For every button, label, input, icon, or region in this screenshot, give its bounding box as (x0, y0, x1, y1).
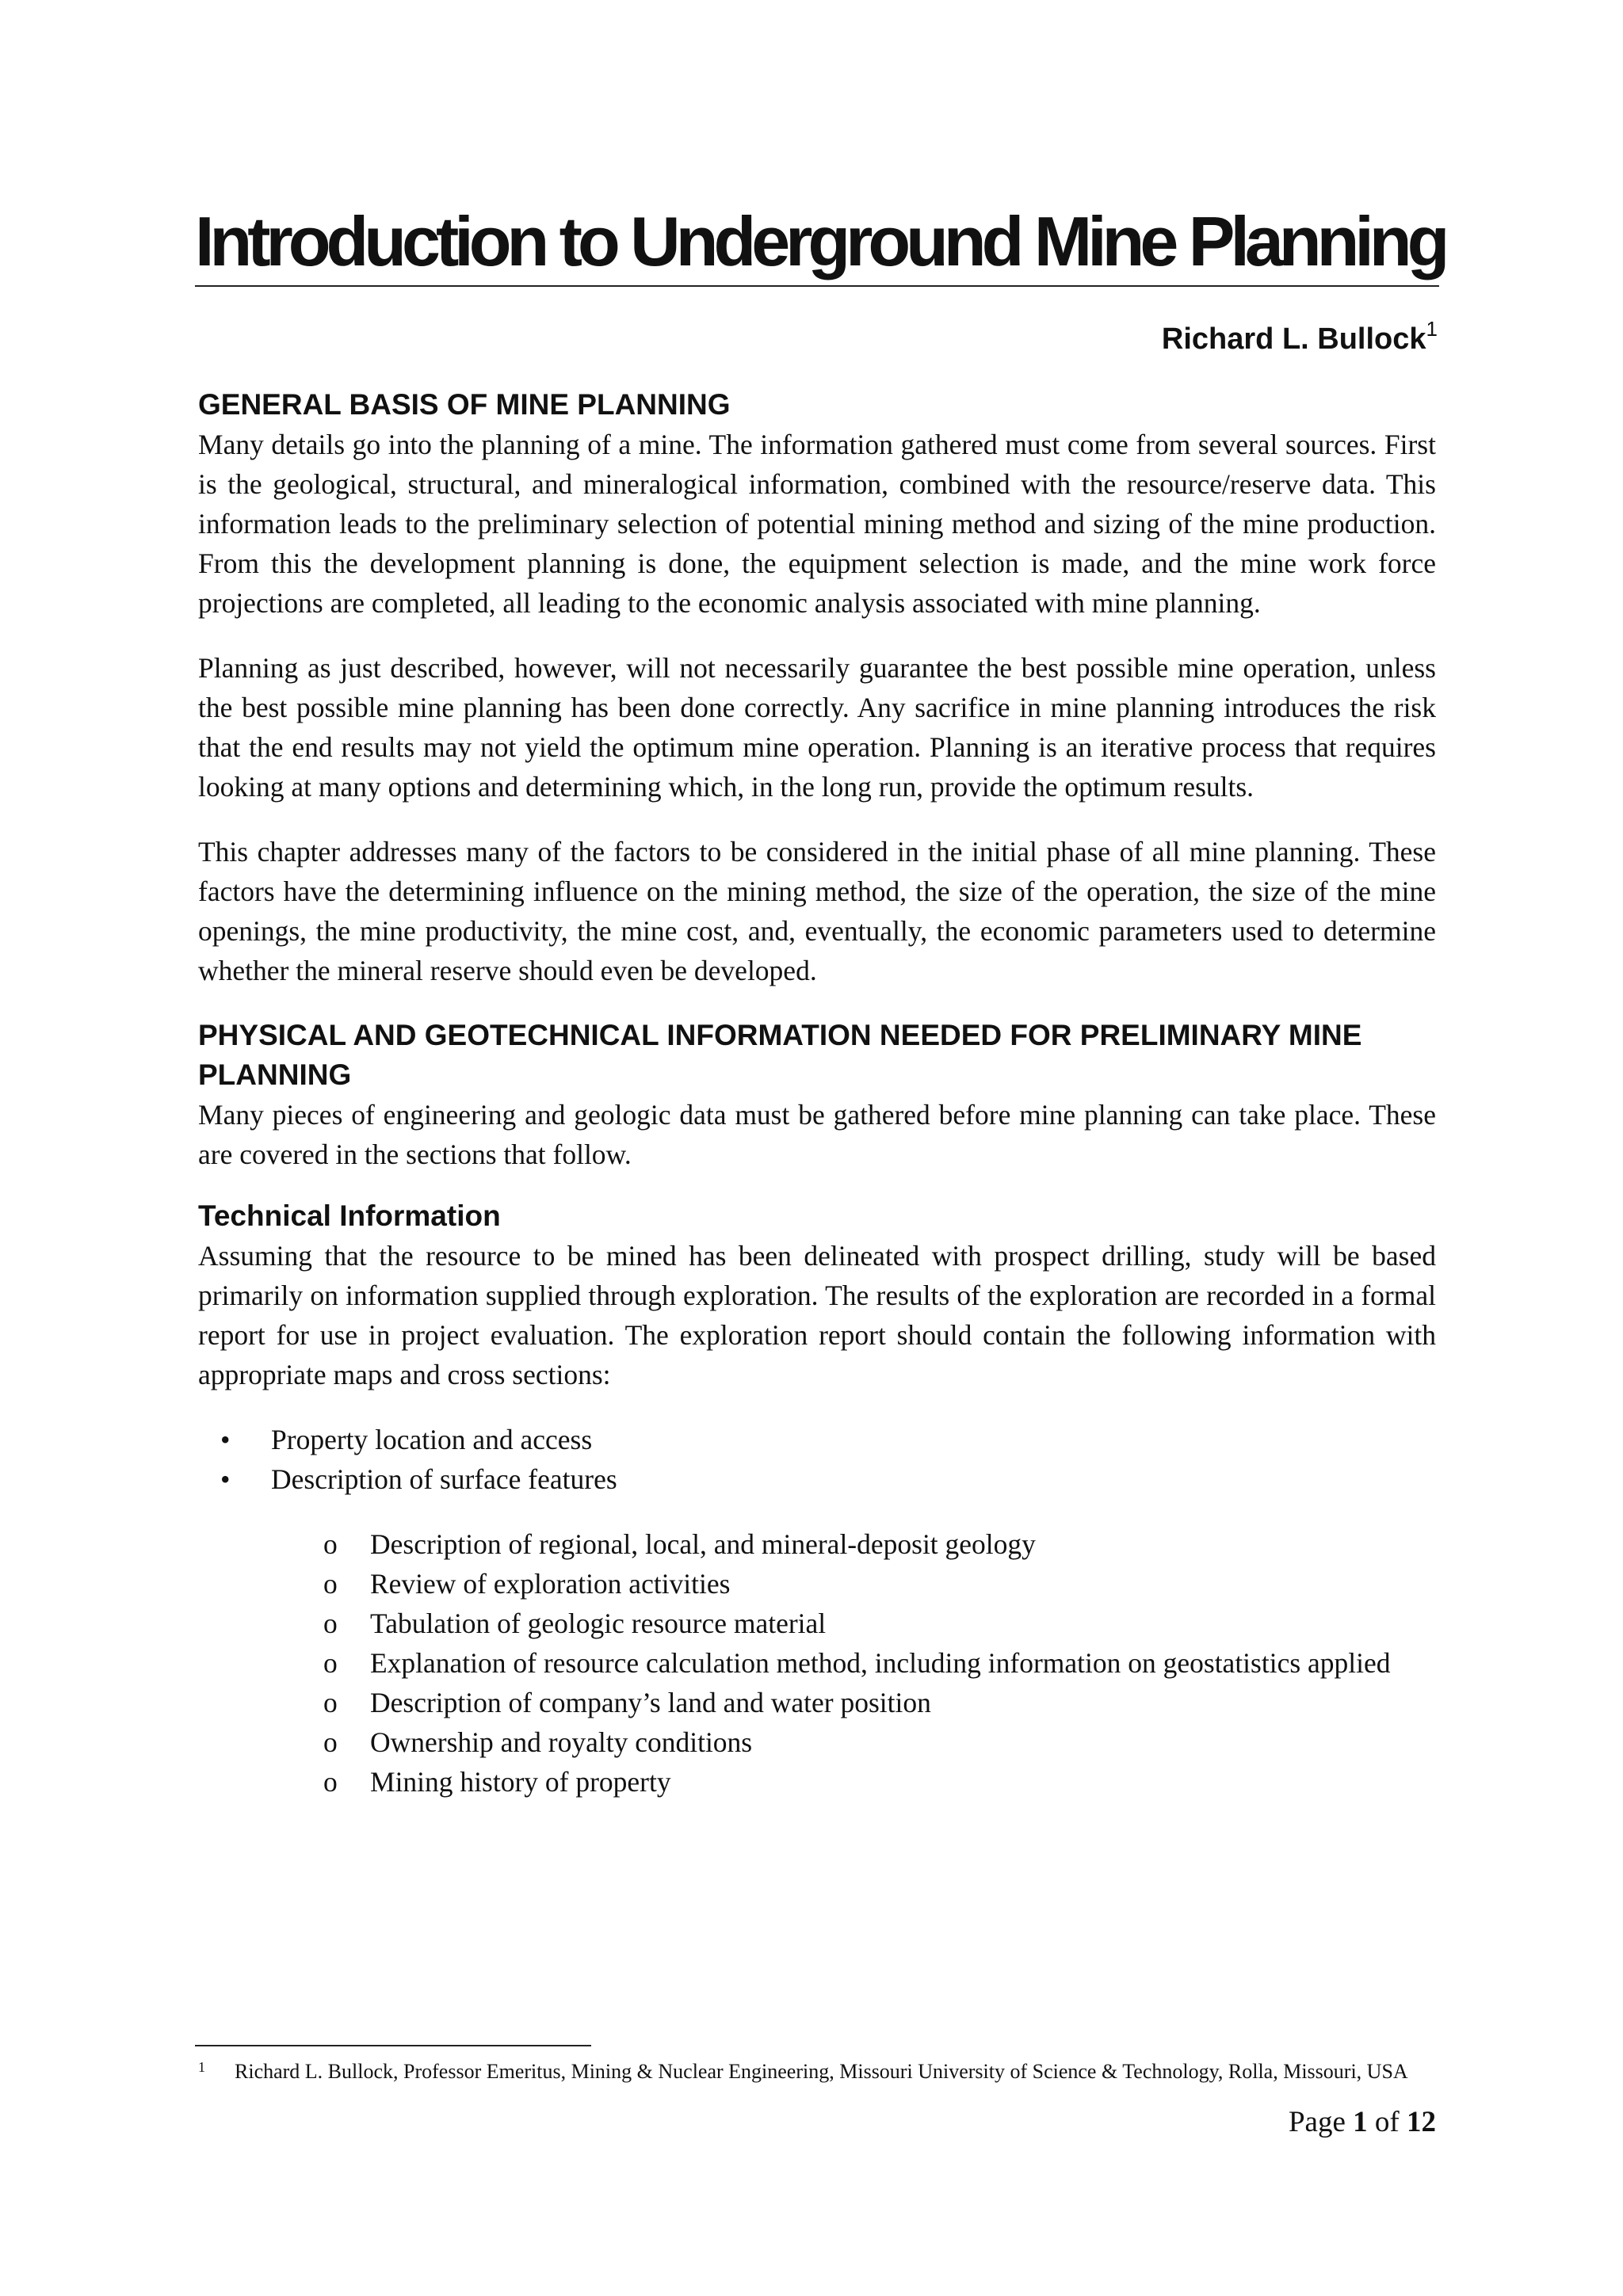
document-body (198, 385, 1436, 1802)
list-item (198, 1762, 1436, 1802)
list-item (198, 1643, 1436, 1683)
list-item-text: Description of surface features (271, 1463, 617, 1495)
page-number-current: 1 (1353, 2106, 1368, 2138)
footnote (195, 2058, 1436, 2085)
bullet-icon: • (220, 1424, 231, 1455)
list-item (198, 1524, 1436, 1564)
page-number-prefix: Page (1288, 2106, 1346, 2138)
footnote-divider (195, 2045, 591, 2046)
list-item (198, 1420, 1436, 1459)
section-general-basis (198, 385, 1436, 990)
list-item (198, 1459, 1436, 1499)
page-number-separator: of (1374, 2106, 1400, 2138)
section-heading: GENERAL BASIS OF MINE PLANNING (198, 388, 731, 421)
hollow-bullet-icon: o (323, 1608, 338, 1639)
list-item-text: Property location and access (271, 1424, 593, 1455)
paragraph: Assuming that the resource to be mined has been delineated with prospect drilling, study will be based primarily on information supplied through exploration. The results of the exploration are recorded in a formal report for use in project evaluation. The exploration report should contain the following information with appropriate maps and cross sections: (198, 1240, 1436, 1390)
author-footnote-mark[interactable]: 1 (1426, 317, 1438, 341)
bullet-list (198, 1420, 1436, 1499)
author-name: Richard L. Bullock (1161, 322, 1426, 356)
list-item-text: Ownership and royalty conditions (370, 1726, 753, 1758)
footnote-text: Richard L. Bullock, Professor Emeritus, Mining & Nuclear Engineering, Missouri University of Science & Technology, Rolla, Missouri, USA (235, 2060, 1408, 2083)
document-title: Introduction to Underground Mine Planning (195, 202, 1445, 280)
list-item (198, 1564, 1436, 1604)
subsection-heading: Technical Information (198, 1199, 501, 1232)
list-item (198, 1683, 1436, 1722)
hollow-bullet-icon: o (323, 1726, 338, 1758)
paragraph: This chapter addresses many of the factors to be considered in the initial phase of all mine planning. These factors have the determining influence on the mining method, the size of the operation, the size of the mine openings, the mine productivity, the mine cost, and, eventually, the economic parameters used to determine whether the mineral reserve should even be developed. (198, 836, 1436, 986)
hollow-bullet-icon: o (323, 1766, 338, 1798)
paragraph: Planning as just described, however, will not necessarily guarantee the best possible mine operation, unless the best possible mine planning has been done correctly. Any sacrifice in mine planning introduces the risk that the end results may not yield the optimum mine operation. Planning is an iterative process that requires looking at many options and determining which, in the long run, provide the optimum results. (198, 652, 1436, 803)
page-number (1289, 2103, 1436, 2142)
list-item-text: Tabulation of geologic resource material (370, 1608, 827, 1639)
hollow-bullet-icon: o (323, 1647, 338, 1679)
list-item-text: Mining history of property (370, 1766, 671, 1798)
paragraph: Many pieces of engineering and geologic data must be gathered before mine planning can take place. These are covered in the sections that follow. (198, 1099, 1436, 1170)
bullet-icon: • (220, 1463, 231, 1495)
list-item (198, 1604, 1436, 1643)
footnote-mark: 1 (198, 2059, 205, 2075)
title-divider (195, 285, 1439, 287)
hollow-bullet-icon: o (323, 1568, 338, 1600)
list-item (198, 1722, 1436, 1762)
list-item-text: Explanation of resource calculation method, including information on geostatistics applied (370, 1647, 1391, 1679)
list-item-text: Description of company’s land and water position (370, 1687, 931, 1718)
author-line (1162, 315, 1438, 363)
section-technical-information (198, 1196, 1436, 1802)
hollow-bullet-icon: o (323, 1528, 338, 1560)
page-number-total: 12 (1407, 2106, 1436, 2138)
section-heading: PHYSICAL AND GEOTECHNICAL INFORMATION NEEDED FOR PRELIMINARY MINE PLANNING (198, 1019, 1362, 1091)
list-item-text: Description of regional, local, and mineral-deposit geology (370, 1528, 1036, 1560)
list-item-text: Review of exploration activities (370, 1568, 731, 1600)
sub-bullet-list (198, 1524, 1436, 1802)
paragraph: Many details go into the planning of a mine. The information gathered must come from several sources. First is the geological, structural, and mineralogical information, combined with the resource/reserve data. This information leads to the preliminary selection of potential mining method and sizing of the mine production. From this the development planning is done, the equipment selection is made, and the mine work force projections are completed, all leading to the economic analysis associated with mine planning. (198, 429, 1436, 619)
hollow-bullet-icon: o (323, 1687, 338, 1718)
section-physical-geotechnical (198, 1016, 1436, 1174)
